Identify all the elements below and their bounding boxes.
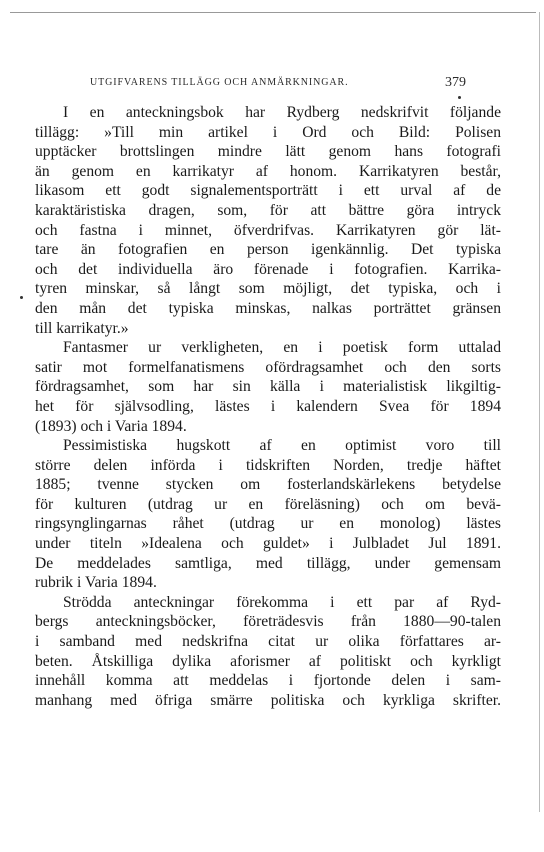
text-line: het för självsodling, lästes i kalendern Svea för 1894 <box>35 397 501 415</box>
page-header <box>90 75 466 91</box>
text-line: fördragsamhet, som har sin källa i materialistisk likgiltig- <box>35 378 501 396</box>
text-line: för kulturen (utdrag ur en föreläsning) och om bevä- <box>35 495 501 513</box>
text-line: (1893) och i Varia 1894. <box>35 417 187 435</box>
text-line: Pessimistiska hugskott af en optimist voro till <box>63 437 501 455</box>
text-line: och fastna i minnet, öfverdrifvas. Karrikatyren gör lät- <box>35 221 501 239</box>
text-line: den mån det typiska minskas, nalkas porträttet gränsen <box>35 299 501 317</box>
ink-speck <box>458 96 461 99</box>
text-line: än genom en karrikatyr af honom. Karrikatyren består, <box>35 162 501 180</box>
page-number: 379 <box>445 75 466 90</box>
text-line: bergs anteckningsböcker, företrädesvis från 1880—90-talen <box>35 613 501 631</box>
running-head: UTGIFVARENS TILLÄGG OCH ANMÄRKNINGAR. <box>90 77 349 88</box>
text-line: beten. Åtskilliga dylika aforismer af politiskt och kyrkligt <box>35 652 501 670</box>
body-text <box>35 103 501 710</box>
text-line: ringsynglingarnas råhet (utdrag ur en monolog) lästes <box>35 515 501 533</box>
page-top-edge <box>10 12 536 13</box>
text-line: rubrik i Varia 1894. <box>35 574 157 592</box>
text-line: innehåll komma att meddelas i fjortonde delen i sam- <box>35 672 501 690</box>
text-line: De meddelades samtliga, med tillägg, under gemensam <box>35 554 501 572</box>
page-right-edge <box>539 12 540 812</box>
text-line: upptäcker brottslingen mindre lätt genom hans fotografi <box>35 143 501 161</box>
ink-speck <box>20 296 23 299</box>
text-line: tyren minskar, så långt som möjligt, det typiska, och i <box>35 280 501 298</box>
text-line: tare än fotografien en person igenkännlig. Det typiska <box>35 241 501 259</box>
text-line: likasom ett godt signalementsporträtt i ett urval af de <box>35 182 501 200</box>
text-line: karaktäristiska dragen, som, för att bättre göra intryck <box>35 201 501 219</box>
text-line: 1885; tvenne stycken om fosterlandskärlekens betydelse <box>35 476 501 494</box>
text-line: under titeln »Idealena och guldet» i Julbladet Jul 1891. <box>35 535 501 553</box>
text-line: tillägg: »Till min artikel i Ord och Bild: Polisen <box>35 123 501 141</box>
text-line: I en anteckningsbok har Rydberg nedskrifvit följande <box>63 104 501 121</box>
text-line: Fantasmer ur verkligheten, en i poetisk form uttalad <box>63 339 501 357</box>
text-line: och det individuella äro förenade i fotografien. Karrika- <box>35 260 501 278</box>
text-line: satir mot formelfanatismens ofördragsamhet och den sorts <box>35 358 501 376</box>
text-line: i samband med nedskrifna citat ur olika författares ar- <box>35 633 501 651</box>
text-line: till karrikatyr.» <box>35 319 129 337</box>
text-line: manhang med öfriga smärre politiska och kyrkliga skrifter. <box>35 691 501 709</box>
text-line: större delen införda i tidskriften Norden, tredje häftet <box>35 456 501 474</box>
text-line: Strödda anteckningar förekomma i ett par af Ryd- <box>63 593 501 611</box>
